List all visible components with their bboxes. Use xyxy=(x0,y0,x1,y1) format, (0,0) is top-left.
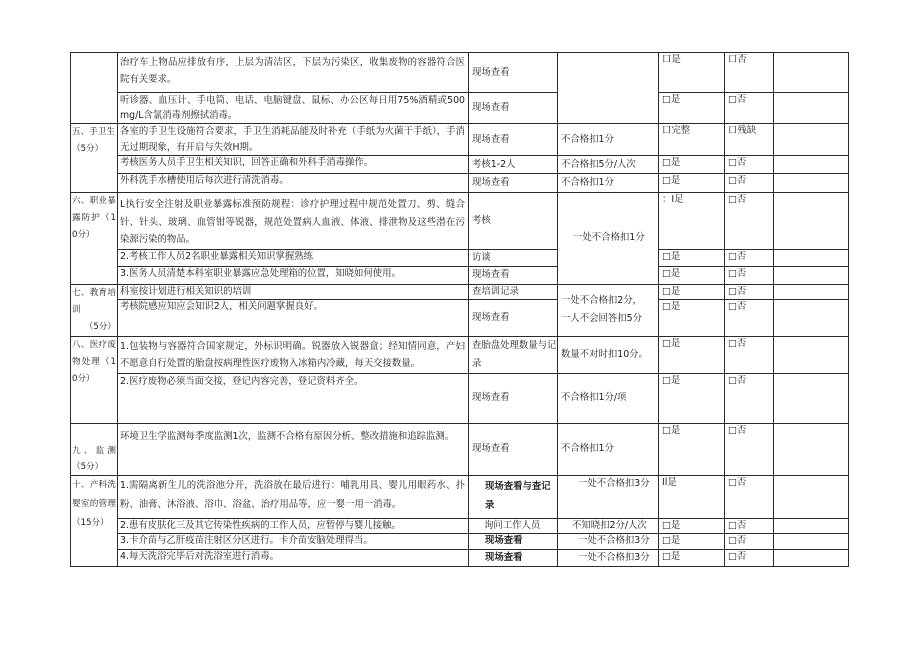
remarks-cell xyxy=(774,193,849,250)
remarks-cell xyxy=(774,373,849,423)
category-title: 十、产科洗婴室的管理 xyxy=(72,479,116,509)
table-row xyxy=(71,93,849,124)
remarks-cell xyxy=(774,533,849,549)
category-points: （10分） xyxy=(72,356,116,384)
table-row xyxy=(71,174,849,193)
table-row xyxy=(71,423,849,475)
item-content: 外科洗手水槽使用后每次进行清洗消毒。 xyxy=(118,174,469,193)
yes-option: □是 xyxy=(659,423,725,475)
category-monitoring xyxy=(71,423,118,475)
category-cell-continued xyxy=(71,53,118,124)
no-option: □否 xyxy=(725,336,774,373)
yes-option: □是 xyxy=(659,549,725,566)
remarks-cell xyxy=(774,336,849,373)
deduction-rule-line: 一人不会回答扣5分 xyxy=(561,313,642,324)
remarks-cell xyxy=(774,423,849,475)
no-option: □否 xyxy=(725,475,774,518)
remarks-cell xyxy=(774,299,849,336)
item-content: 听诊器、血压计、手电筒、电话、电脑键盘、鼠标、办公区每日用75%酒精或500mg/L含氯消毒剂擦拭消毒。 xyxy=(118,93,469,124)
remarks-cell xyxy=(774,174,849,193)
deduction-rule: 数量不对时扣10分。 xyxy=(558,336,659,373)
check-method: 现场查看 xyxy=(469,266,558,284)
check-method: 考核1-2人 xyxy=(469,156,558,174)
check-method: 现场查看与查记录 xyxy=(469,475,558,518)
no-option: 口否 xyxy=(725,53,774,93)
inspection-checklist-table xyxy=(70,52,849,567)
category-title: 五、手卫生 xyxy=(72,127,115,137)
sufficient-option: ：I足 xyxy=(659,193,725,250)
item-content: 2.患有皮肤化三及其它传染性疾病的工作人员，应暂停与婴儿接触。 xyxy=(118,518,469,533)
category-points: （5分） xyxy=(72,144,104,154)
item-content: 3.医务人员清楚本科室职业暴露应急处理箱的位置，知晓如何使用。 xyxy=(118,266,469,284)
item-content: 科室按计划进行相关知识的培训 xyxy=(118,284,469,299)
category-education-training xyxy=(71,284,118,336)
remarks-cell xyxy=(774,156,849,174)
category-title: 八、医疗废物处理 xyxy=(72,339,116,367)
remarks-cell xyxy=(774,249,849,266)
deduction-rule xyxy=(558,53,659,124)
deduction-rule: 不知晓扣2分/人次 xyxy=(558,518,659,533)
category-medical-waste xyxy=(71,336,118,423)
yes-option: 口是 xyxy=(659,53,725,93)
category-occupational-exposure xyxy=(71,193,118,285)
category-points: （5分） xyxy=(72,461,104,472)
remarks-cell xyxy=(774,93,849,124)
yes-option: □是 xyxy=(659,518,725,533)
no-option: □否 xyxy=(725,423,774,475)
check-method: 现场查看 xyxy=(469,423,558,475)
table-row xyxy=(71,53,849,93)
no-option: □否 xyxy=(725,156,774,174)
item-content: 2.医疗废物必须当面交接，登记内容完善，登记资料齐全。 xyxy=(118,373,469,423)
item-content: 考核院感应知应会知识2人，相关问题掌握良好。 xyxy=(118,299,469,336)
deduction-rule xyxy=(558,284,659,336)
yes-option: □是 xyxy=(659,533,725,549)
item-content: 3.卡介苗与乙肝疫苗注射区分区进行。卡介苗安脑处理得当。 xyxy=(118,533,469,549)
yes-option: □是 xyxy=(659,336,725,373)
check-method: 询问工作人员 xyxy=(469,518,558,533)
yes-option: □是 xyxy=(659,174,725,193)
remarks-cell xyxy=(774,124,849,156)
table-row xyxy=(71,266,849,284)
complete-option: 口完整 xyxy=(659,124,725,156)
table-row xyxy=(71,284,849,299)
no-option: □否 xyxy=(725,299,774,336)
check-method: 现场查看 xyxy=(469,533,558,549)
table-row xyxy=(71,336,849,373)
no-option: □否 xyxy=(725,518,774,533)
table-row xyxy=(71,156,849,174)
category-points: （10分） xyxy=(72,213,116,240)
no-option: □否 xyxy=(725,249,774,266)
check-method: 现场查看 xyxy=(469,93,558,124)
yes-option: □是 xyxy=(659,266,725,284)
item-content: 1.需隔离新生儿的洗浴池分开，洗浴放在最后进行：哺乳用具、婴儿用眼药水、扑粉、油膏、沐浴液、浴巾、浴盆、治疗用品等，应一婴一用一消毒。 xyxy=(118,475,469,518)
yes-option: □是 xyxy=(659,249,725,266)
table-row xyxy=(71,549,849,566)
yes-option: □是 xyxy=(659,156,725,174)
no-option: □否 xyxy=(725,284,774,299)
item-content: 1.包装物与容器符合国家规定，外标识明确。锐器放入锐器盒；经知情同意，产妇不愿意自行处置的胎盘按病理性医疗废物入冰箱内冷藏，每天交接数量。 xyxy=(118,336,469,373)
check-method: 现场查看 xyxy=(469,373,558,423)
item-content: 各室的手卫生设施符合要求，手卫生消耗品能及时补充（手纸为火菌干手纸），手消无过期现象，有开启与失效H期。 xyxy=(118,124,469,156)
no-option: □否 xyxy=(725,533,774,549)
category-hand-hygiene xyxy=(71,124,118,193)
table-row xyxy=(71,249,849,266)
check-method: 现场查看 xyxy=(469,299,558,336)
remarks-cell xyxy=(774,549,849,566)
deduction-rule: 一处不合格扣3分 xyxy=(558,533,659,549)
yes-option: □是 xyxy=(659,299,725,336)
check-method: 现场查看 xyxy=(469,549,558,566)
check-method: 现场查看 xyxy=(469,174,558,193)
incomplete-option: 口残缺 xyxy=(725,124,774,156)
item-content: 治疗车上物品应排放有序，上层为清洁区，下层为污染区，收集废物的容器符合医院有关要求。 xyxy=(118,53,469,93)
category-title: 九、监测 xyxy=(72,445,116,456)
no-option: □否 xyxy=(725,193,774,250)
item-content: 考核医务人员手卫生相关知识，回答正确和外科手消毒操作。 xyxy=(118,156,469,174)
yes-option: □是 xyxy=(659,373,725,423)
table-row xyxy=(71,299,849,336)
yes-option: □是 xyxy=(659,284,725,299)
remarks-cell xyxy=(774,266,849,284)
table-row xyxy=(71,373,849,423)
item-content: 4.每天洗浴完毕后对洗浴室进行消毒。 xyxy=(118,549,469,566)
item-content: L执行安全注射及职业暴露标准预防规程：诊疗护理过程中规范处置刀、剪、缝合针、针头、玻璃、血管钳等锐器，规范处置病人血液、体液、排泄物及这些潜在污染源污染的物品。 xyxy=(118,193,469,250)
table-row xyxy=(71,518,849,533)
check-method: 查培训记录 xyxy=(469,284,558,299)
remarks-cell xyxy=(774,475,849,518)
deduction-rule: 一处不合格扣3分 xyxy=(558,475,659,518)
table-row xyxy=(71,124,849,156)
remarks-cell xyxy=(774,518,849,533)
check-method: 考核 xyxy=(469,193,558,250)
check-method: 现场查看 xyxy=(469,124,558,156)
category-title: 七、教育培训 xyxy=(72,287,116,315)
check-method: 访谈 xyxy=(469,249,558,266)
deduction-rule: 不合格扣1分/项 xyxy=(558,373,659,423)
deduction-rule: 一处不合格扣1分 xyxy=(558,193,659,285)
yes-option: □是 xyxy=(659,93,725,124)
check-method: 现场查看 xyxy=(469,53,558,93)
no-option: □否 xyxy=(725,266,774,284)
check-method: 查胎盘处理数量与记录 xyxy=(469,336,558,373)
no-option: □否 xyxy=(725,174,774,193)
category-points: （5分） xyxy=(84,321,116,332)
item-content: 环境卫生学监测每季度监测1次，监测不合格有原因分析、整改措施和追踪监测。 xyxy=(118,423,469,475)
table-row xyxy=(71,533,849,549)
yes-option: Il是 xyxy=(659,475,725,518)
category-infant-bathing-room xyxy=(71,475,118,566)
item-content: 2.考核工作人员2名职业暴露相关知识掌握熟练 xyxy=(118,249,469,266)
deduction-rule: 不合格扣1分 xyxy=(558,174,659,193)
deduction-rule: 不合格扣1分 xyxy=(558,423,659,475)
category-points: （15分） xyxy=(72,517,109,528)
no-option: □否 xyxy=(725,373,774,423)
deduction-rule: 一处不合格扣3分 xyxy=(558,549,659,566)
deduction-rule: 不合格扣1分 xyxy=(558,124,659,156)
deduction-rule: 不合格扣5分/人次 xyxy=(558,156,659,174)
remarks-cell xyxy=(774,53,849,93)
deduction-rule-line: 一处不合格扣2分， xyxy=(561,295,642,306)
no-option: □否 xyxy=(725,93,774,124)
category-title: 六、职业暴露防护 xyxy=(72,196,116,223)
remarks-cell xyxy=(774,284,849,299)
table-row xyxy=(71,193,849,250)
table-row xyxy=(71,475,849,518)
no-option: □否 xyxy=(725,549,774,566)
